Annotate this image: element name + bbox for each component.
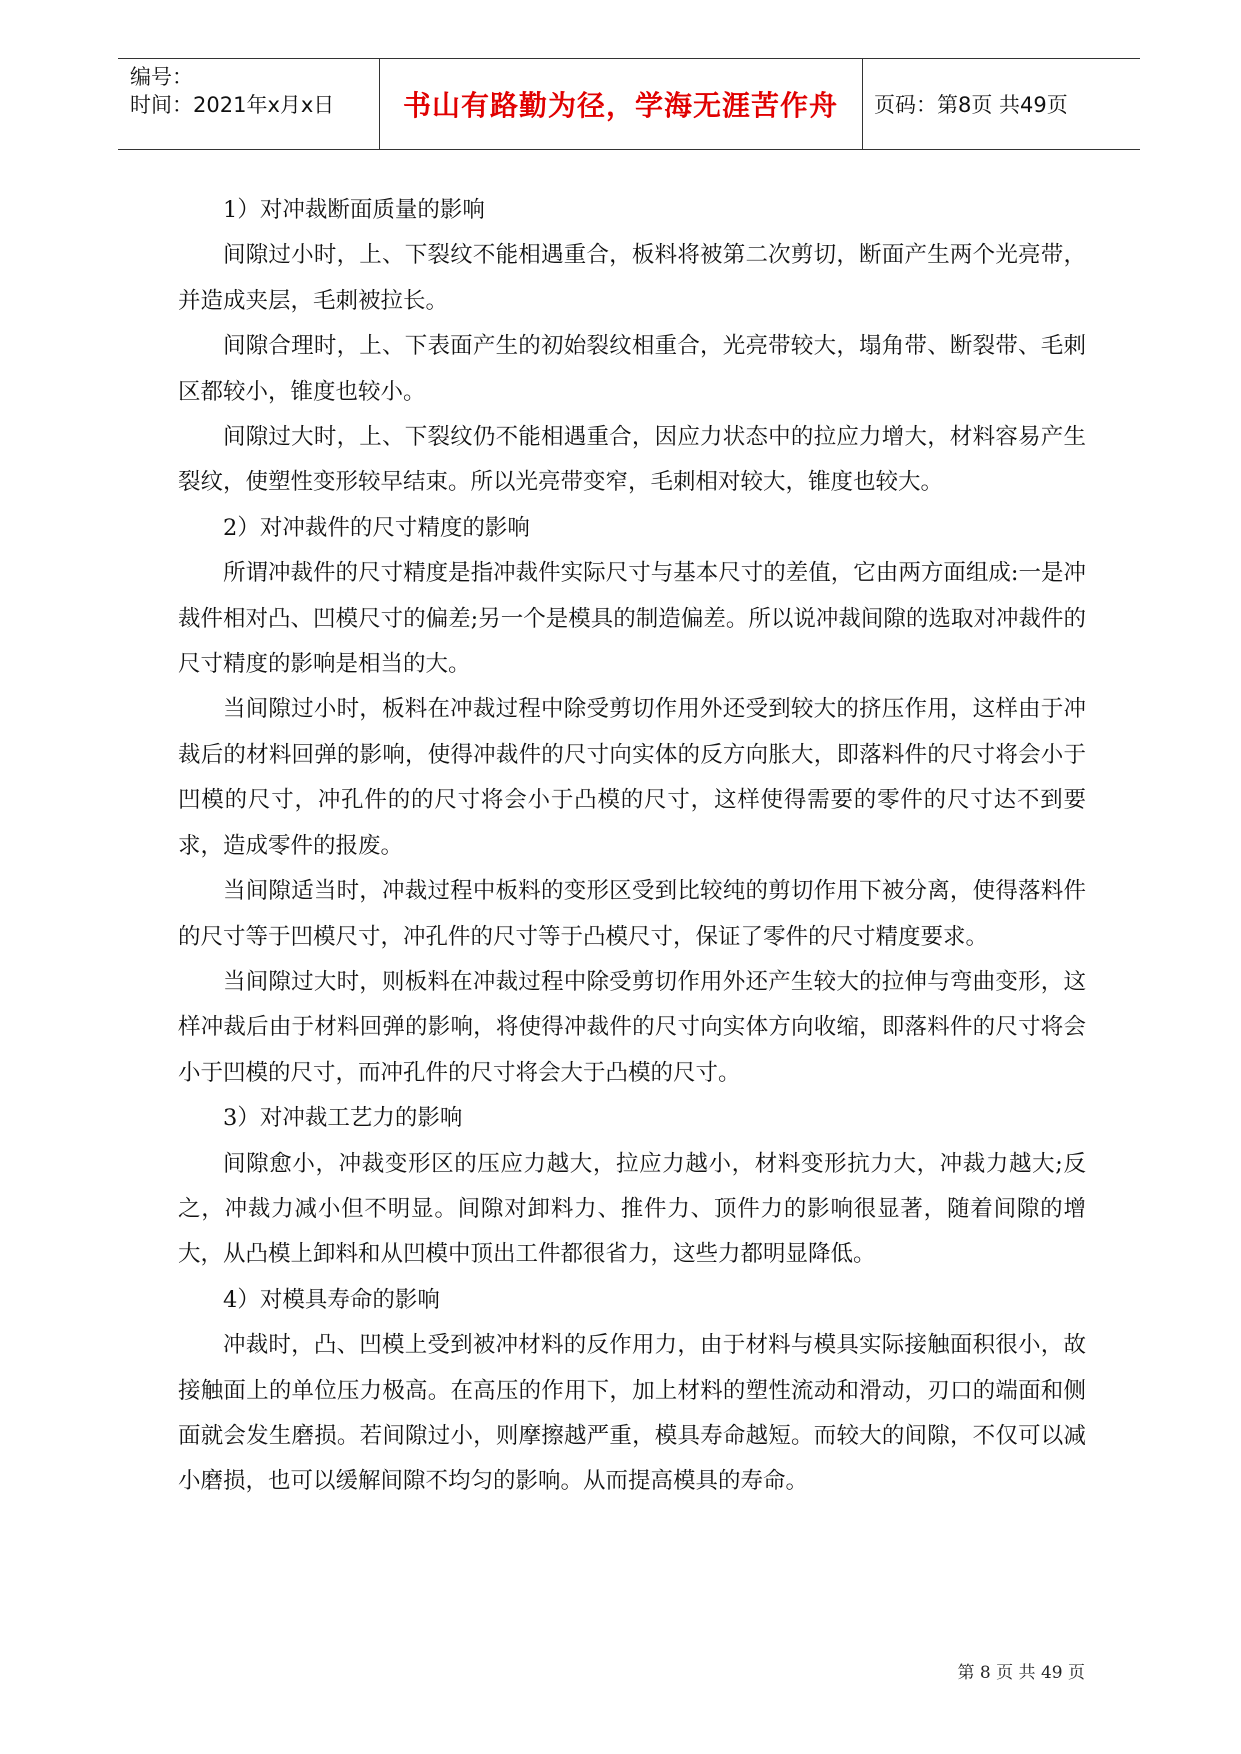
section-heading: 2）对冲裁件的尺寸精度的影响 bbox=[223, 514, 530, 541]
body-paragraph: 间隙过小时，上、下裂纹不能相遇重合，板料将被第二次剪切，断面产生两个光亮带，并造成夹层，毛刺被拉长。 bbox=[178, 242, 1086, 314]
body-paragraph: 冲裁时，凸、凹模上受到被冲材料的反作用力，由于材料与模具实际接触面积很小，故接触面上的单位压力极高。在高压的作用下，加上材料的塑性流动和滑动，刃口的端面和侧面就会发生磨损。若间隙过小，则摩擦越严重，模具寿命越短。而较大的间隙，不仅可以减小磨损，也可以缓解间隙不均匀的影响。从而提高模具的寿命。 bbox=[178, 1332, 1086, 1495]
section-heading: 3）对冲裁工艺力的影响 bbox=[223, 1105, 463, 1132]
body-paragraph: 所谓冲裁件的尺寸精度是指冲裁件实际尺寸与基本尺寸的差值，它由两方面组成:一是冲裁件相对凸、凹模尺寸的偏差;另一个是模具的制造偏差。所以说冲裁间隙的选取对冲裁件的尺寸精度的影响是相当的大。 bbox=[178, 560, 1086, 678]
header-meta bbox=[130, 63, 334, 119]
body-paragraph: 间隙过大时，上、下裂纹仍不能相遇重合，因应力状态中的拉应力增大，材料容易产生裂纹，使塑性变形较早结束。所以光亮带变窄，毛刺相对较大，锥度也较大。 bbox=[178, 424, 1086, 496]
body-paragraph: 当间隙过小时，板料在冲裁过程中除受剪切作用外还受到较大的挤压作用，这样由于冲裁后的材料回弹的影响，使得冲裁件的尺寸向实体的反方向胀大，即落料件的尺寸将会小于凹模的尺寸，冲孔件的的尺寸将会小于凸模的尺寸，这样使得需要的零件的尺寸达不到要求，造成零件的报废。 bbox=[178, 696, 1086, 859]
header-page-label: 页码：第8页 共49页 bbox=[874, 92, 1068, 117]
body-paragraph: 当间隙适当时，冲裁过程中板料的变形区受到比较纯的剪切作用下被分离，使得落料件的尺寸等于凹模尺寸，冲孔件的尺寸等于凸模尺寸，保证了零件的尺寸精度要求。 bbox=[178, 878, 1086, 950]
body-paragraph: 间隙愈小，冲裁变形区的压应力越大，拉应力越小，材料变形抗力大，冲裁力越大;反之，冲裁力减小但不明显。间隙对卸料力、推件力、顶件力的影响很显著，随着间隙的增大，从凸模上卸料和从凹模中顶出工件都很省力，这些力都明显降低。 bbox=[178, 1150, 1086, 1268]
section-heading: 1）对冲裁断面质量的影响 bbox=[223, 197, 485, 223]
header-number-label: 编号： bbox=[130, 65, 193, 89]
section-heading: 4）对模具寿命的影响 bbox=[223, 1286, 440, 1313]
document-body bbox=[178, 188, 1086, 1505]
header-time-label: 时间：2021年x月x日 bbox=[130, 93, 335, 117]
page-header bbox=[118, 58, 1140, 150]
header-motto: 书山有路勤为径，学海无涯苦作舟 bbox=[402, 88, 838, 122]
body-paragraph: 间隙合理时，上、下表面产生的初始裂纹相重合，光亮带较大，塌角带、断裂带、毛刺区都较小，锥度也较小。 bbox=[178, 333, 1086, 405]
body-paragraph: 当间隙过大时，则板料在冲裁过程中除受剪切作用外还产生较大的拉伸与弯曲变形，这样冲裁后由于材料回弹的影响，将使得冲裁件的尺寸向实体方向收缩，即落料件的尺寸将会小于凹模的尺寸，而冲孔件的尺寸将会大于凸模的尺寸。 bbox=[178, 968, 1086, 1086]
header-divider-right bbox=[862, 59, 863, 149]
page-footer: 第 8 页 共 49 页 bbox=[957, 1663, 1085, 1683]
